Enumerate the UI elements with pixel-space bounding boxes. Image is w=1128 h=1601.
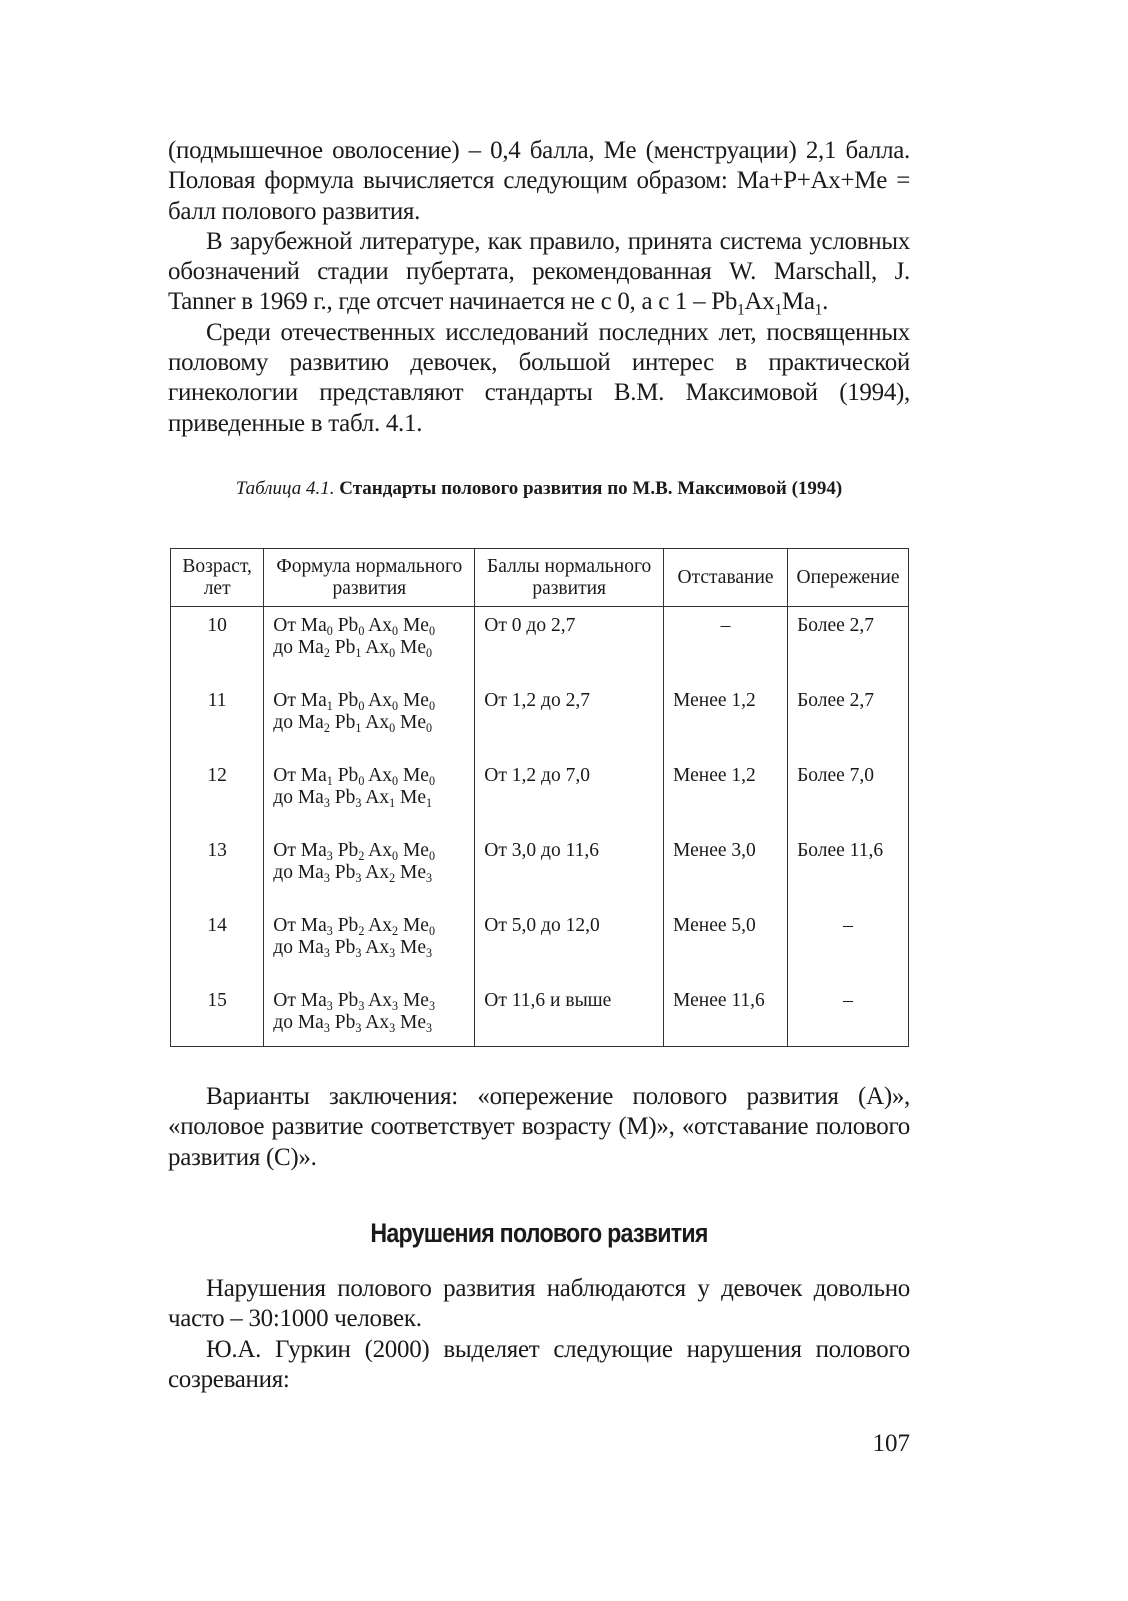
table-caption-label: Таблица 4.1.	[235, 477, 335, 499]
cell-score: От 3,0 до 11,6	[475, 832, 664, 907]
paragraph-domestic-research: Среди отечественных исследований последних лет, посвященных половому развитию девочек, большой интерес в практической гинекологии представляют стандарты В.М. Максимовой (1994), приведенные в табл. 4.1.	[168, 318, 910, 437]
table-header-row	[171, 549, 909, 607]
cell-formula	[264, 907, 475, 982]
cell-advance: –	[788, 982, 909, 1047]
cell-age: 13	[171, 832, 264, 907]
cell-formula	[264, 607, 475, 683]
page-number: 107	[872, 1430, 910, 1457]
conclusion-block	[168, 1082, 910, 1173]
development-standards-table	[170, 548, 909, 1047]
header-score: Баллы нормального развития	[475, 549, 664, 607]
formula-to: до $Ma_3$ $Pb_3$ $Ax_2$ $Me_3$	[273, 862, 433, 886]
cell-lag: Менее 3,0	[664, 832, 788, 907]
formula-from: От $Ma_0$ $Pb_0$ $Ax_0$ $Me_0$	[273, 615, 435, 639]
bottom-text-block	[168, 1274, 910, 1395]
cell-lag: Менее 1,2	[664, 757, 788, 832]
header-lag: Отставание	[664, 549, 788, 607]
table-row	[171, 607, 909, 683]
table-row	[171, 832, 909, 907]
formula-to: до $Ma_3$ $Pb_3$ $Ax_3$ $Me_3$	[273, 937, 433, 961]
formula-from: От $Ma_3$ $Pb_3$ $Ax_3$ $Me_3$	[273, 990, 435, 1014]
cell-lag: –	[664, 607, 788, 683]
header-age: Возраст, лет	[171, 549, 264, 607]
paragraph-formula: (подмышечное оволосение) – 0,4 балла, Me (менструации) 2,1 балла. Половая формула вычисляется следующим образом: Ma+P+Ax+Me = балл полового развития.	[168, 137, 910, 225]
cell-lag: Менее 11,6	[664, 982, 788, 1047]
cell-advance: Более 2,7	[788, 682, 909, 757]
paragraph-gurkin: Ю.А. Гуркин (2000) выделяет следующие нарушения полового созревания:	[168, 1335, 910, 1393]
top-text-block	[168, 136, 910, 501]
cell-formula	[264, 757, 475, 832]
cell-score: От 0 до 2,7	[475, 607, 664, 683]
paragraph-foreign-system: В зарубежной литературе, как правило, принята система условных обозначений стадии пубертата, рекомендованная W. Marschall, J. Tanner в 1969 г., где отсчет начинается не с 0, а с $1 - Pb_1Ax_1Ma_1$.	[168, 227, 910, 319]
cell-age: 14	[171, 907, 264, 982]
table-caption-title: Стандарты полового развития по М.В. Максимовой (1994)	[339, 477, 843, 499]
cell-lag: Менее 5,0	[664, 907, 788, 982]
table-row	[171, 982, 909, 1047]
cell-age: 12	[171, 757, 264, 832]
cell-formula	[264, 982, 475, 1047]
section-heading: Нарушения полового развития	[370, 1218, 708, 1248]
table-caption	[168, 477, 910, 501]
formula-from: От $Ma_3$ $Pb_2$ $Ax_0$ $Me_0$	[273, 840, 435, 864]
cell-score: От 5,0 до 12,0	[475, 907, 664, 982]
formula-to: до $Ma_3$ $Pb_3$ $Ax_1$ $Me_1$	[273, 787, 433, 811]
cell-age: 15	[171, 982, 264, 1047]
formula-to: до $Ma_3$ $Pb_3$ $Ax_3$ $Me_3$	[273, 1012, 433, 1036]
paragraph-conclusion-variants: Варианты заключения: «опережение полового развития (A)», «половое развитие соответствует возрасту (M)», «отставание полового развития (C)».	[168, 1083, 910, 1171]
table-row	[171, 907, 909, 982]
paragraph-frequency: Нарушения полового развития наблюдаются у девочек довольно часто – 30:1000 человек.	[168, 1275, 910, 1333]
header-formula: Формула нормального развития	[264, 549, 475, 607]
formula-from: От $Ma_1$ $Pb_0$ $Ax_0$ $Me_0$	[273, 690, 435, 714]
cell-advance: Более 7,0	[788, 757, 909, 832]
cell-formula	[264, 682, 475, 757]
cell-age: 11	[171, 682, 264, 757]
formula-to: до $Ma_2$ $Pb_1$ $Ax_0$ $Me_0$	[273, 712, 433, 736]
cell-advance: Более 11,6	[788, 832, 909, 907]
cell-score: От 11,6 и выше	[475, 982, 664, 1047]
table-row	[171, 757, 909, 832]
cell-advance: –	[788, 907, 909, 982]
formula-from: От $Ma_1$ $Pb_0$ $Ax_0$ $Me_0$	[273, 765, 435, 789]
formula-to: до $Ma_2$ $Pb_1$ $Ax_0$ $Me_0$	[273, 637, 433, 661]
table-row	[171, 682, 909, 757]
header-advance: Опережение	[788, 549, 909, 607]
formula-from: От $Ma_3$ $Pb_2$ $Ax_2$ $Me_0$	[273, 915, 435, 939]
cell-lag: Менее 1,2	[664, 682, 788, 757]
cell-score: От 1,2 до 2,7	[475, 682, 664, 757]
cell-advance: Более 2,7	[788, 607, 909, 683]
cell-score: От 1,2 до 7,0	[475, 757, 664, 832]
cell-formula	[264, 832, 475, 907]
cell-age: 10	[171, 607, 264, 683]
